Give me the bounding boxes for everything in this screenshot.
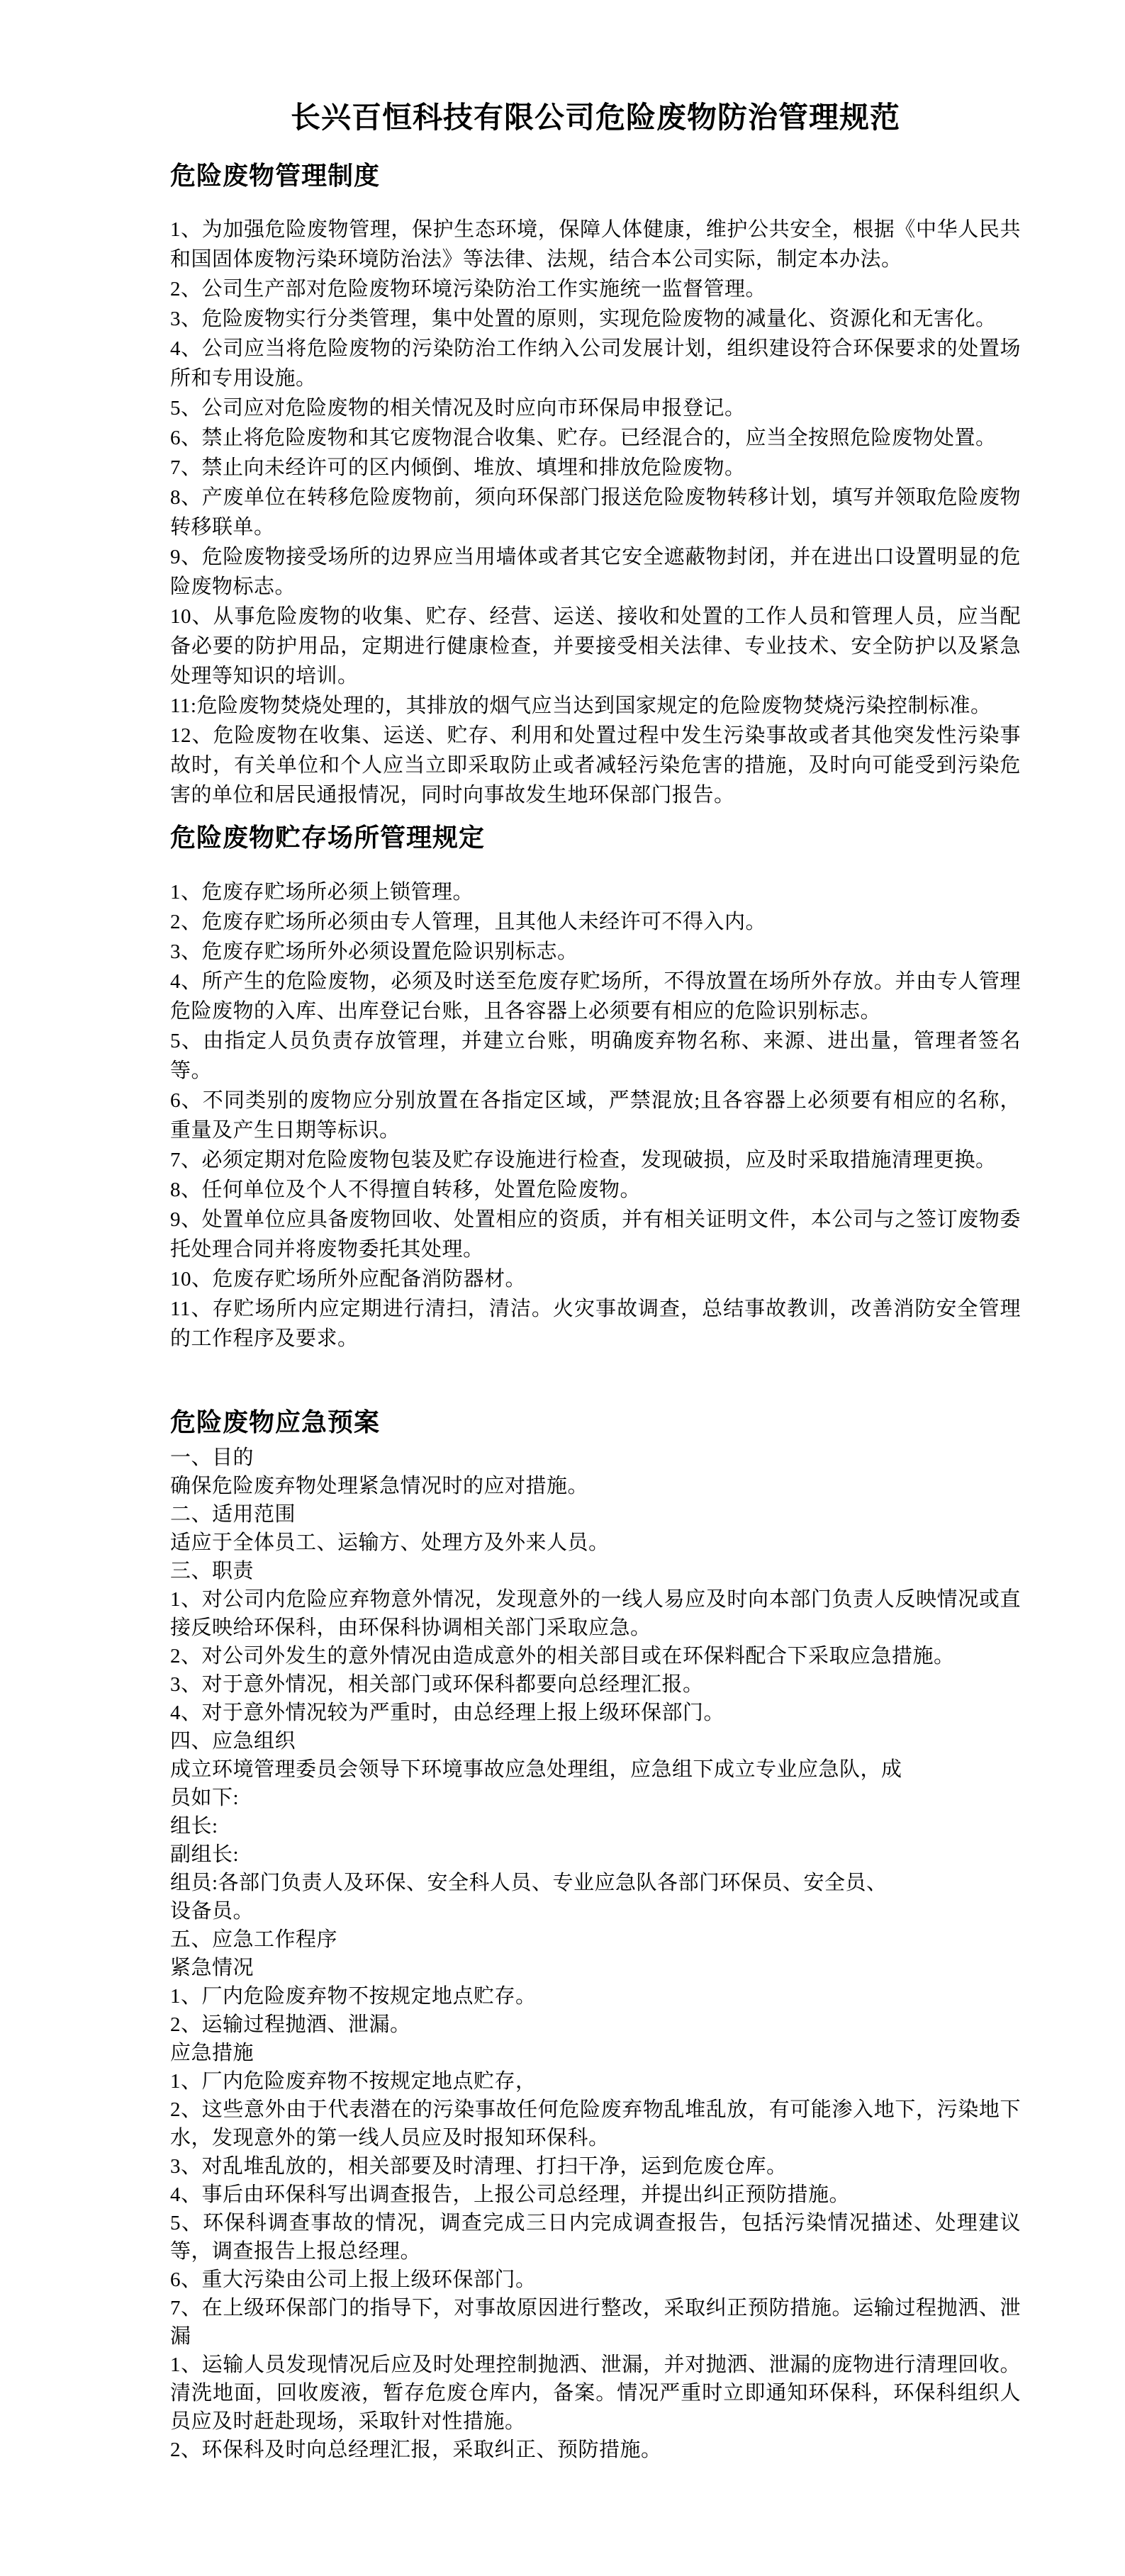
section-management-system: [170, 159, 1021, 811]
paragraph: 应急措施: [170, 2041, 254, 2064]
section-heading-storage-site-rules: 危险废物贮存场所管理规定: [170, 823, 486, 853]
paragraph: 3、对乱堆乱放的，相关部要及时清理、打扫干净，运到危废仓库。: [170, 2154, 788, 2178]
section-paragraphs-emergency-plan: [170, 1444, 1021, 2464]
paragraph: 11:危险废物焚烧处理的，其排放的烟气应当达到国家规定的危险废物焚烧污染控制标准。: [170, 694, 992, 718]
paragraph: 8、产废单位在转移危险废物前，须向环保部门报送危险废物转移计划，填写并领取危险废物转移联单。: [170, 486, 1021, 539]
paragraph: 7、必须定期对危险废物包装及贮存设施进行检查，发现破损，应及时采取措施清理更换。: [170, 1149, 997, 1172]
paragraph: 三、职责: [170, 1559, 254, 1582]
paragraph: 确保危险废弃物处理紧急情况时的应对措施。: [170, 1474, 589, 1497]
paragraph: 11、存贮场所内应定期进行清扫，清洁。火灾事故调查，总结事故教训，改善消防安全管理的工作程序及要求。: [170, 1298, 1021, 1351]
paragraph: 2、对公司外发生的意外情况由造成意外的相关部目或在环保料配合下采取应急措施。: [170, 1644, 955, 1667]
paragraph: 5、环保科调查事故的情况，调查完成三日内完成调查报告，包括污染情况描述、处理建议等，调查报告上报总经理。: [170, 2211, 1021, 2263]
paragraph: 1、危废存贮场所必须上锁管理。: [170, 881, 474, 904]
paragraph: 2、危废存贮场所必须由专人管理，且其他人未经许可不得入内。: [170, 911, 767, 934]
paragraph: 4、公司应当将危险废物的污染防治工作纳入公司发展计划，组织建设符合环保要求的处置场所和专用设施。: [170, 337, 1021, 390]
paragraph: 五、应急工作程序: [170, 1928, 338, 1951]
paragraph: 4、所产生的危险废物，必须及时送至危废存贮场所，不得放置在场所外存放。并由专人管理危险废物的入库、出库登记台账，且各容器上必须要有相应的危险识别标志。: [170, 970, 1021, 1023]
section-paragraphs-storage-site-rules: [170, 877, 1021, 1354]
paragraph: 紧急情况: [170, 1956, 254, 1979]
paragraph: 3、对于意外情况，相关部门或环保科都要向总经理汇报。: [170, 1672, 704, 1696]
paragraph: 7、禁止向未经许可的区内倾倒、堆放、填埋和排放危险废物。: [170, 456, 746, 480]
paragraph: 7、在上级环保部门的指导下，对事故原因进行整改，采取纠正预防措施。运输过程抛洒、泄漏: [170, 2296, 1021, 2348]
paragraph: 3、危险废物实行分类管理，集中处置的原则，实现危险废物的减量化、资源化和无害化。: [170, 308, 997, 331]
paragraph: 适应于全体员工、运输方、处理方及外来人员。: [170, 1531, 610, 1554]
paragraph: 1、对公司内危险应弃物意外情况，发现意外的一线人易应及时向本部门负责人反映情况或直接反映给环保科，由环保科协调相关部门采取应急。: [170, 1587, 1021, 1639]
paragraph: 四、应急组织: [170, 1729, 296, 1753]
paragraph: 6、不同类别的废物应分别放置在各指定区域，严禁混放;且各容器上必须要有相应的名称，重量及产生日期等标识。: [170, 1089, 1021, 1142]
document-title: 长兴百恒科技有限公司危险废物防治管理规范: [290, 102, 900, 135]
paragraph: 组长:: [170, 1814, 218, 1838]
paragraph: 6、重大污染由公司上报上级环保部门。: [170, 2268, 537, 2291]
section-emergency-plan: [170, 1406, 1021, 2464]
paragraph: 1、为加强危险废物管理，保护生态环境，保障人体健康，维护公共安全，根据《中华人民共和国固体废物污染环境防治法》等法律、法规，结合本公司实际，制定本办法。: [170, 218, 1021, 271]
paragraph: 6、禁止将危险废物和其它废物混合收集、贮存。已经混合的，应当全按照危险废物处置。: [170, 427, 997, 450]
paragraph: 12、危险废物在收集、运送、贮存、利用和处置过程中发生污染事故或者其他突发性污染事故时，有关单位和个人应当立即采取防止或者减轻污染危害的措施，及时向可能受到污染危害的单位和居民通报情况，同时向事故发生地环保部门报告。: [170, 724, 1021, 807]
paragraph: 二、适用范围: [170, 1502, 296, 1526]
paragraph: 2、环保科及时向总经理汇报，采取纠正、预防措施。: [170, 2438, 662, 2461]
paragraph: 5、公司应对危险废物的相关情况及时应向市环保局申报登记。: [170, 397, 746, 420]
paragraph: 员如下:: [170, 1786, 240, 1809]
paragraph: 设备员。: [170, 1899, 254, 1923]
paragraph: 2、这些意外由于代表潜在的污染事故任何危险废弃物乱堆乱放，有可能渗入地下，污染地下水，发现意外的第一线人员应及时报知环保科。: [170, 2098, 1021, 2149]
paragraph: 4、事后由环保科写出调查报告，上报公司总经理，并提出纠正预防措施。: [170, 2183, 851, 2206]
section-heading-emergency-plan: 危险废物应急预案: [170, 1408, 381, 1437]
paragraph: 1、厂内危险废弃物不按规定地点贮存，: [170, 2069, 537, 2093]
paragraph: 10、从事危险废物的收集、贮存、经营、运送、接收和处置的工作人员和管理人员，应当配备必要的防护用品，定期进行健康检查，并要接受相关法律、专业技术、安全防护以及紧急处理等知识的培训。: [170, 605, 1021, 688]
section-heading-management-system: 危险废物管理制度: [170, 161, 381, 190]
paragraph: 4、对于意外情况较为严重时，由总经理上报上级环保部门。: [170, 1701, 725, 1724]
paragraph: 3、危废存贮场所外必须设置危险识别标志。: [170, 940, 578, 964]
paragraph: 9、危险废物接受场所的边界应当用墙体或者其它安全遮蔽物封闭，并在进出口设置明显的危险废物标志。: [170, 546, 1021, 599]
paragraph: 2、运输过程抛酒、泄漏。: [170, 2013, 411, 2036]
paragraph: 9、处置单位应具备废物回收、处置相应的资质，并有相关证明文件，本公司与之签订废物委托处理合同并将废物委托其处理。: [170, 1208, 1021, 1261]
paragraph: 一、目的: [170, 1446, 254, 1469]
paragraph: 2、公司生产部对危险废物环境污染防治工作实施统一监督管理。: [170, 278, 767, 301]
paragraph: 组员:各部门负责人及环保、安全科人员、专业应急队各部门环保员、安全员、: [170, 1871, 888, 1894]
section-storage-site-rules: [170, 821, 1021, 1354]
paragraph: 10、危废存贮场所外应配备消防器材。: [170, 1268, 527, 1291]
paragraph: 成立环境管理委员会领导下环境事故应急处理组，应急组下成立专业应急队，成: [170, 1757, 902, 1781]
paragraph: 1、厂内危险废弃物不按规定地点贮存。: [170, 1984, 537, 2008]
paragraph: 副组长:: [170, 1843, 240, 1866]
section-paragraphs-management-system: [170, 215, 1021, 810]
paragraph: 8、任何单位及个人不得擅自转移，处置危险废物。: [170, 1179, 642, 1202]
paragraph: 5、由指定人员负责存放管理，并建立台账，明确废弃物名称、来源、进出量，管理者签名等。: [170, 1030, 1021, 1083]
paragraph: 1、运输人员发现情况后应及时处理控制抛洒、泄漏，并对抛洒、泄漏的庞物进行清理回收。清洗地面，回收废液，暂存危废仓库内，备案。情况严重时立即通知环保科，环保科组织人员应及时赶赴现场，采取针对性措施。: [170, 2353, 1021, 2433]
